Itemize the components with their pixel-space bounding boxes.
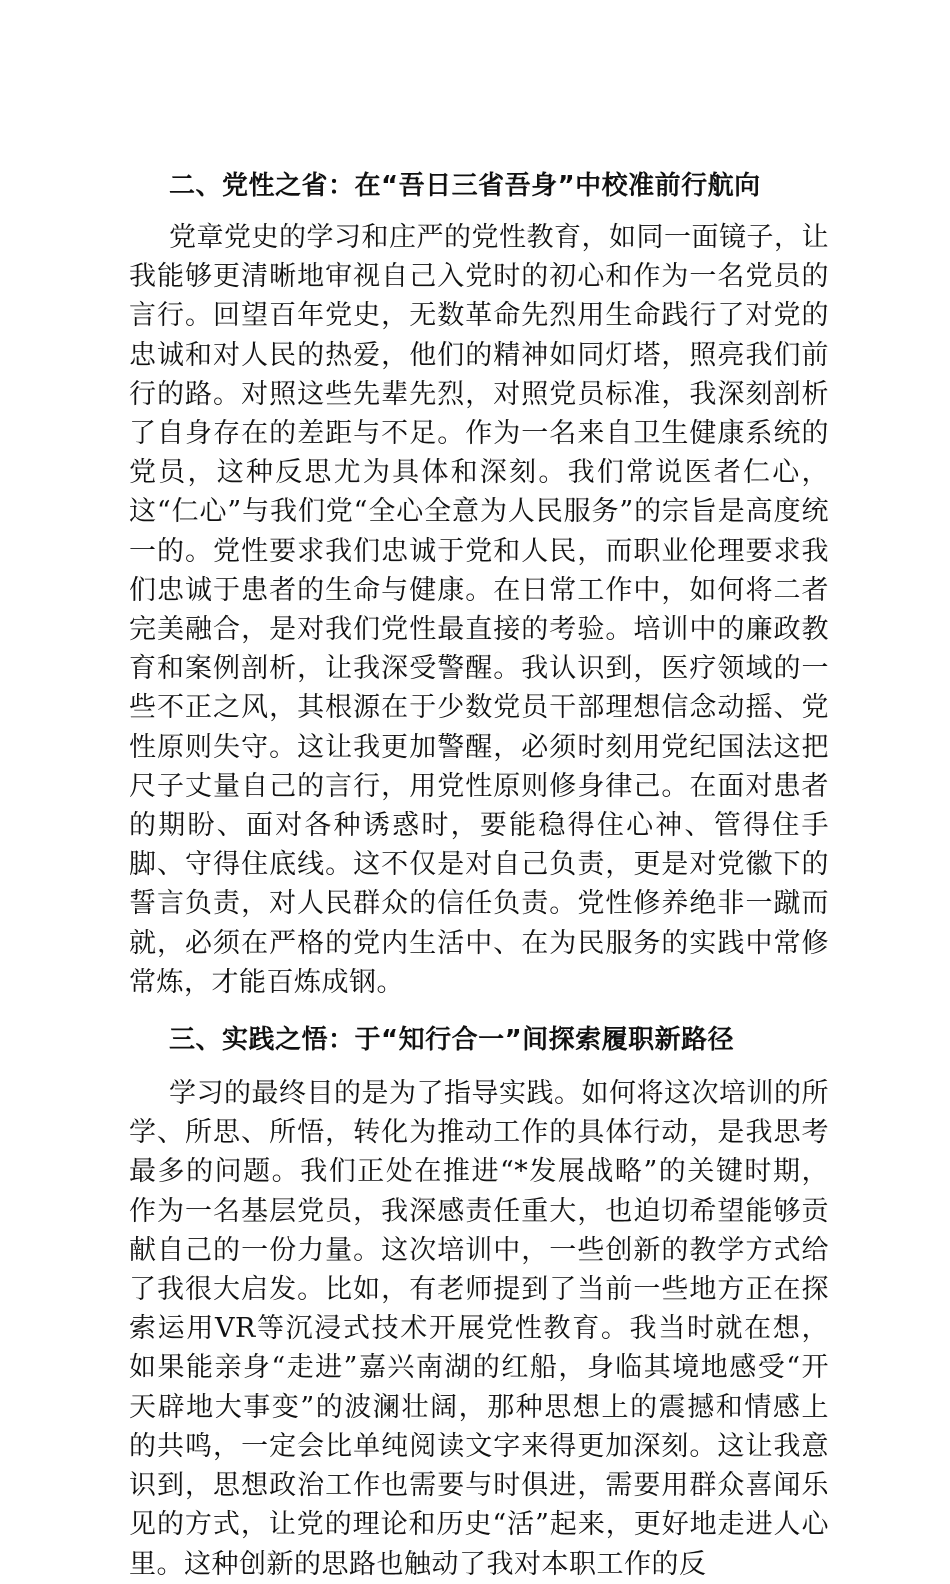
section-heading-3: 三、实践之悟：于“知行合一”间探索履职新路径	[169, 1025, 735, 1056]
section-paragraph-2: 党章党史的学习和庄严的党性教育，如同一面镜子，让我能够更清晰地审视自己入党时的初心和作为一名党员的言行。回望百年党史，无数革命先烈用生命践行了对党的忠诚和对人民的热爱，他们的精神如同灯塔，照亮我们前行的路。对照这些先辈先烈，对照党员标准，我深刻剖析了自身存在的差距与不足。作为一名来自卫生健康系统的党员，这种反思尤为具体和深刻。我们常说医者仁心，这“仁心”与我们党“全心全意为人民服务”的宗旨是高度统一的。党性要求我们忠诚于党和人民，而职业伦理要求我们忠诚于患者的生命与健康。在日常工作中，如何将二者完美融合，是对我们党性最直接的考验。培训中的廉政教育和案例剖析，让我深受警醒。我认识到，医疗领域的一些不正之风，其根源在于少数党员干部理想信念动摇、党性原则失守。这让我更加警醒，必须时刻用党纪国法这把尺子丈量自己的言行，用党性原则修身律己。在面对患者的期盼、面对各种诱惑时，要能稳得住心神、管得住手脚、守得住底线。这不仅是对自己负责，更是对党徽下的誓言负责，对人民群众的信任负责。党性修养绝非一蹴而就，必须在严格的党内生活中、在为民服务的实践中常修常炼，才能百炼成钢。	[129, 222, 829, 998]
section-paragraph-3: 学习的最终目的是为了指导实践。如何将这次培训的所学、所思、所悟，转化为推动工作的具体行动，是我思考最多的问题。我们正处在推进“*发展战略”的关键时期，作为一名基层党员，我深感责任重大，也迫切希望能够贡献自己的一份力量。这次培训中，一些创新的教学方式给了我很大启发。比如，有老师提到了当前一些地方正在探索运用VR等沉浸式技术开展党性教育。我当时就在想，如果能亲身“走进”嘉兴南湖的红船，身临其境地感受“开天辟地大事变”的波澜壮阔，那种思想上的震撼和情感上的共鸣，一定会比单纯阅读文字来得更加深刻。这让我意识到，思想政治工作也需要与时俱进，需要用群众喜闻乐见的方式，让党的理论和历史“活”起来，更好地走进人心里。这种创新的思路也触动了我对本职工作的反	[129, 1078, 829, 1580]
section-heading-2: 二、党性之省：在“吾日三省吾身”中校准前行航向	[169, 171, 761, 201]
document-body	[129, 162, 829, 1584]
